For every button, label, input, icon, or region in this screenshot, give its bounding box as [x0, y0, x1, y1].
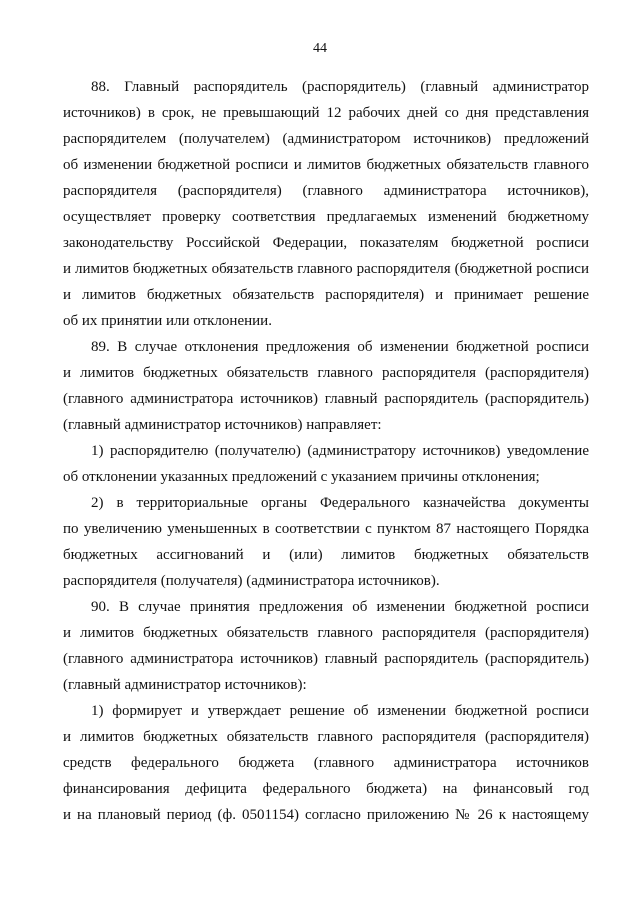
text-line: (главного администратора источников) главный распорядитель (распорядитель) [63, 391, 589, 407]
text-line: и лимитов бюджетных обязательств главного распорядителя (распорядителя) [63, 365, 589, 381]
text-line: об их принятии или отклонении. [63, 313, 272, 329]
paragraph-90 [63, 594, 589, 698]
text-line: и на плановый период (ф. 0501154) согласно приложению № 26 к настоящему [63, 807, 589, 823]
text-line: (главный администратор источников): [63, 677, 307, 693]
paragraph-89 [63, 334, 589, 438]
text-line: распорядителем (получателем) (администратором источников) предложений [63, 131, 589, 147]
text-line: 2) в территориальные органы Федерального казначейства документы [91, 495, 589, 511]
text-line: законодательству Российской Федерации, показателям бюджетной росписи [63, 235, 589, 251]
paragraph-89-item-2 [63, 490, 589, 594]
text-line: и лимитов бюджетных обязательств распорядителя) и принимает решение [63, 287, 589, 303]
text-line: источников) в срок, не превышающий 12 рабочих дней со дня представления [63, 105, 589, 121]
paragraph-88 [63, 74, 589, 334]
text-line: бюджетных ассигнований и (или) лимитов бюджетных обязательств [63, 547, 589, 563]
text-line: (главного администратора источников) главный распорядитель (распорядитель) [63, 651, 589, 667]
text-line: средств федерального бюджета (главного администратора источников [63, 755, 589, 771]
text-line: 1) формирует и утверждает решение об изменении бюджетной росписи [91, 703, 589, 719]
document-body [63, 74, 589, 828]
paragraph-90-item-1 [63, 698, 589, 828]
page-number: 44 [313, 41, 327, 56]
paragraph-89-item-1 [63, 438, 589, 490]
text-line: 88. Главный распорядитель (распорядитель) (главный администратор [91, 79, 589, 95]
text-line: осуществляет проверку соответствия предлагаемых изменений бюджетному [63, 209, 589, 225]
text-line: (главный администратор источников) направляет: [63, 417, 382, 433]
text-line: 90. В случае принятия предложения об изменении бюджетной росписи [91, 599, 589, 615]
text-line: и лимитов бюджетных обязательств главного распорядителя (распорядителя) [63, 625, 589, 641]
text-line: и лимитов бюджетных обязательств главного распорядителя (распорядителя) [63, 729, 589, 745]
text-line: об изменении бюджетной росписи и лимитов бюджетных обязательств главного [63, 157, 589, 173]
text-line: 1) распорядителю (получателю) (администратору источников) уведомление [91, 443, 589, 459]
text-line: по увеличению уменьшенных в соответствии с пунктом 87 настоящего Порядка [63, 521, 589, 537]
text-line: 89. В случае отклонения предложения об изменении бюджетной росписи [91, 339, 589, 355]
text-line: распорядителя (получателя) (администратора источников). [63, 573, 440, 589]
text-line: финансирования дефицита федерального бюджета) на финансовый год [63, 781, 589, 797]
text-line: об отклонении указанных предложений с указанием причины отклонения; [63, 469, 540, 485]
text-line: распорядителя (распорядителя) (главного администратора источников), [63, 183, 589, 199]
text-line: и лимитов бюджетных обязательств главного распорядителя (бюджетной росписи [63, 261, 589, 277]
